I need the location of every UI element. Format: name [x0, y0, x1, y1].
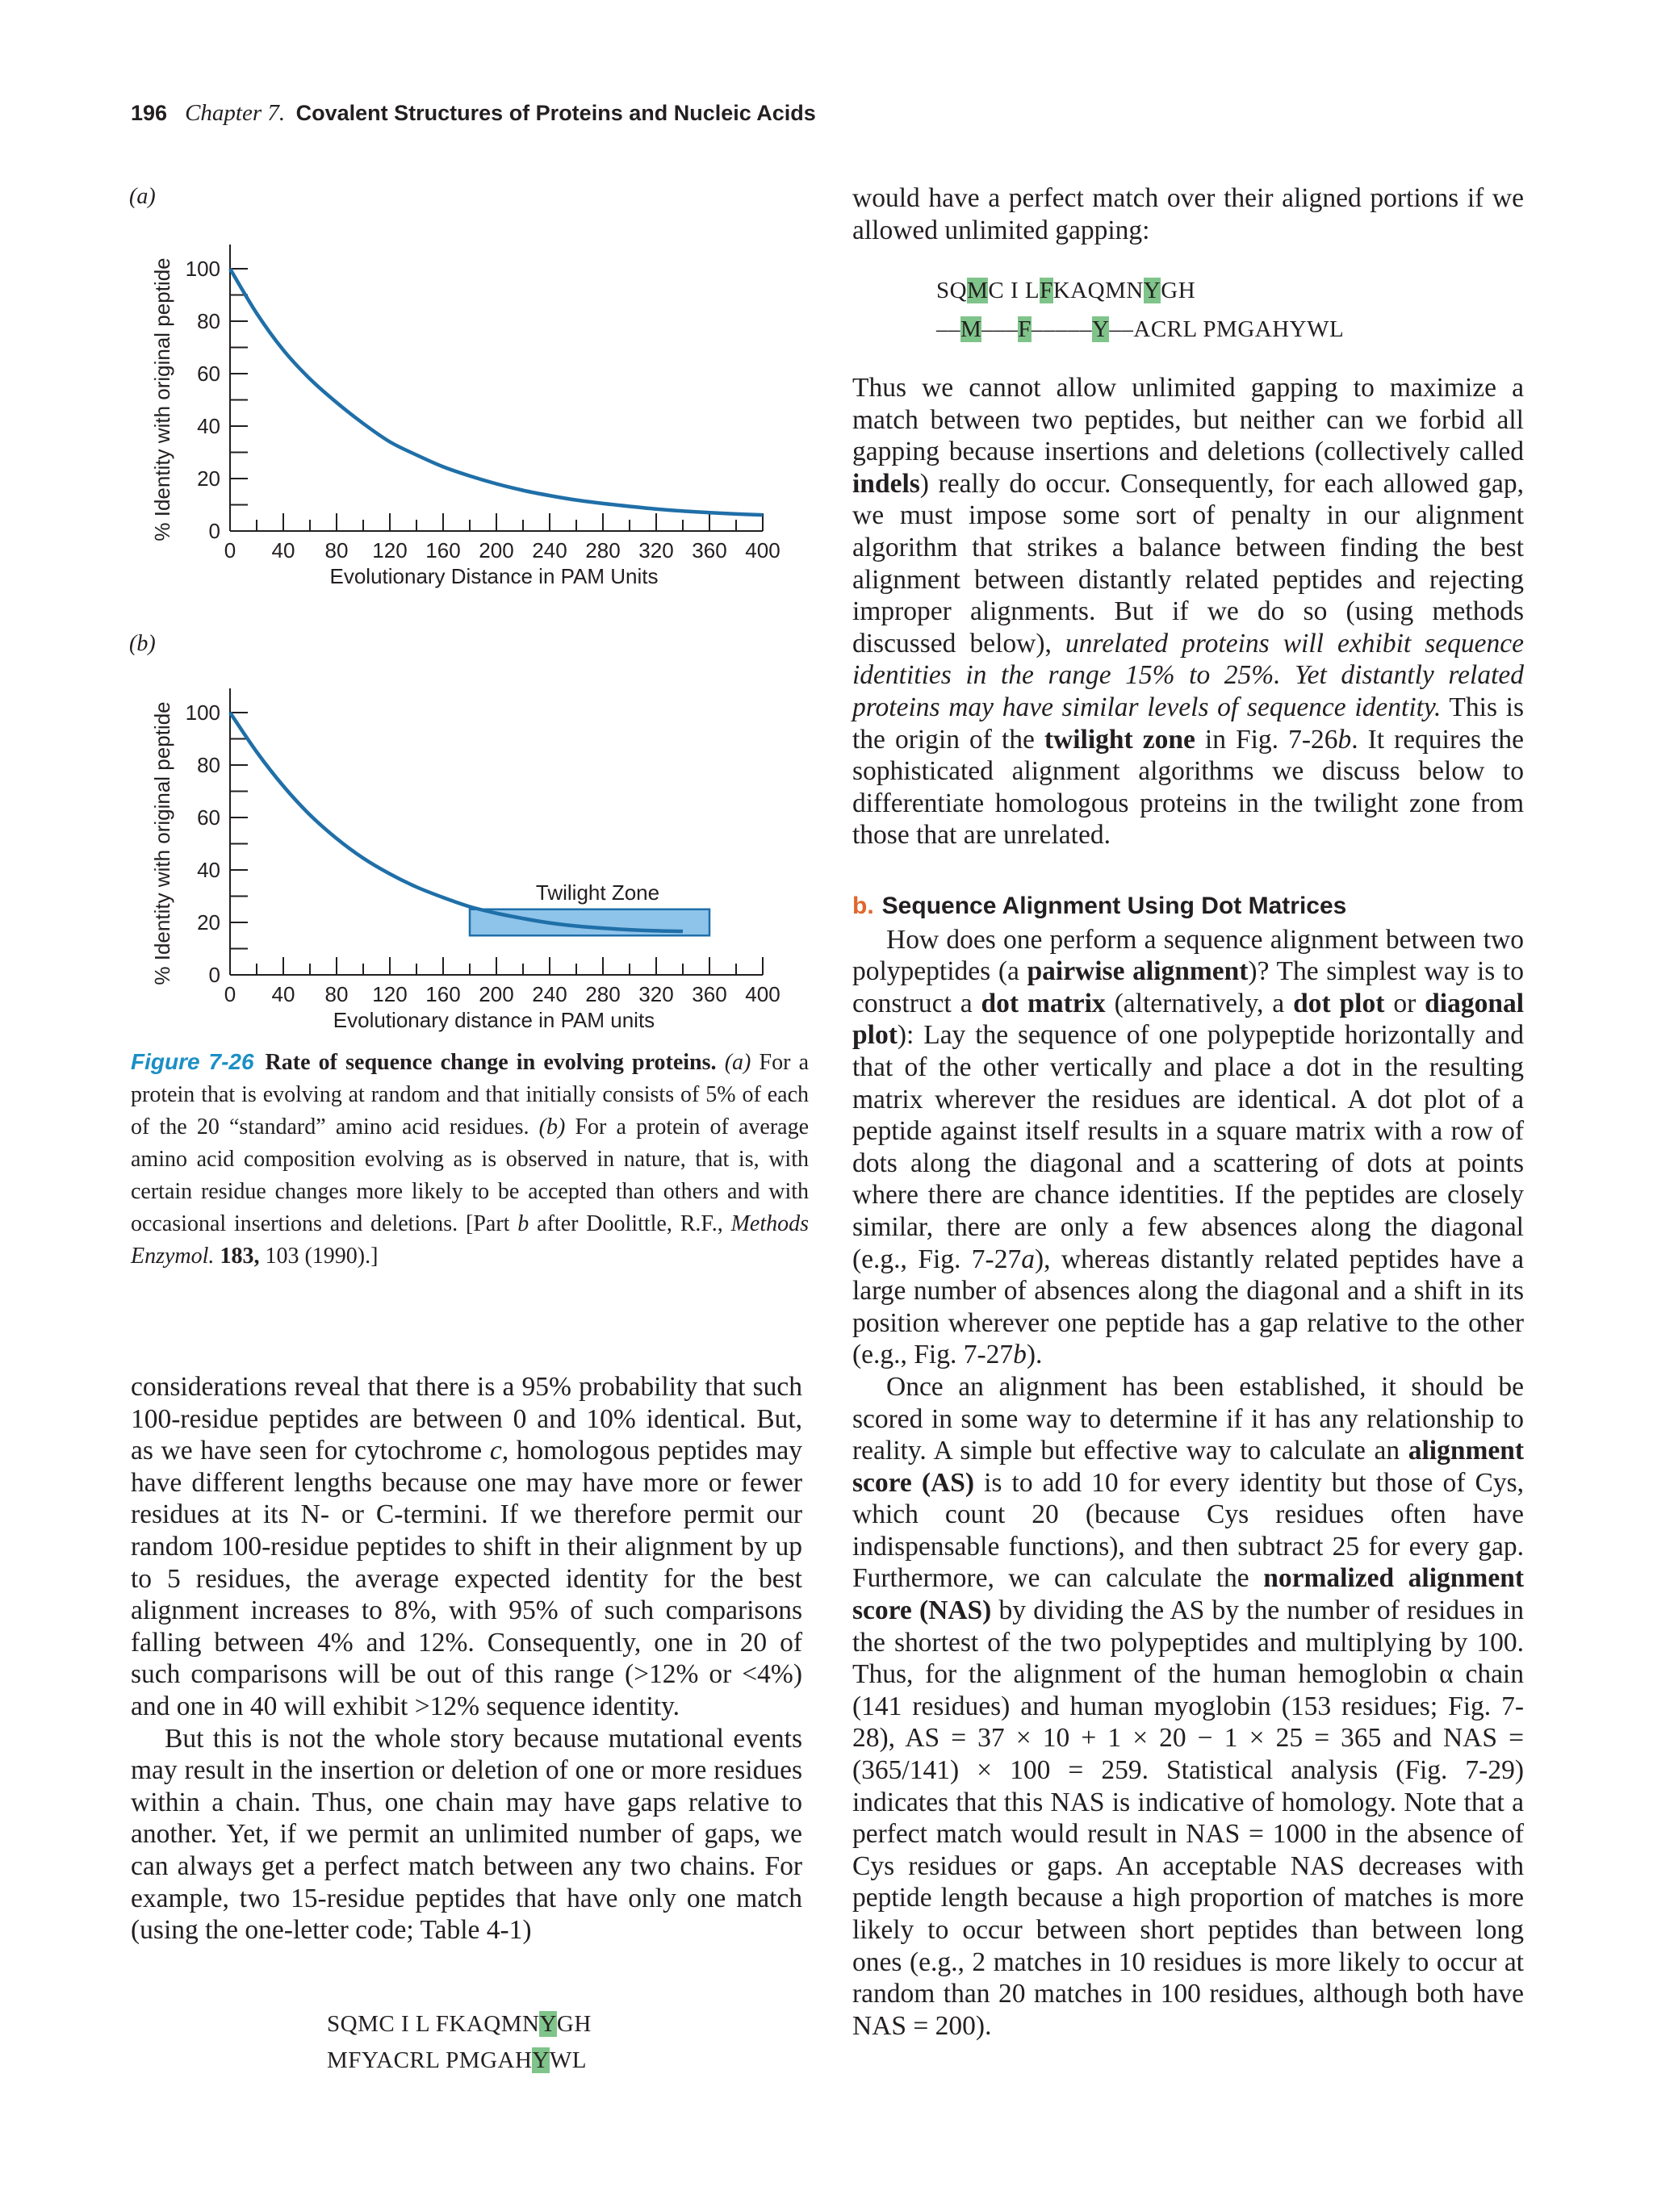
- r-p1-d: in Fig. 7-26: [1204, 724, 1338, 755]
- a2r2-match-f: F: [1018, 316, 1032, 342]
- caption-text-b: For a protein of average amino acid composition evolving as is observed in nature, that is, with certain residue changes more likely to be accepted than others and with occasional insertions and deletions. [Part: [131, 1114, 810, 1236]
- chart-a-x-tick-label: 320: [638, 538, 674, 562]
- chart-a-y-tick-label: 0: [208, 519, 220, 543]
- page-number: 196: [131, 101, 168, 125]
- chart-b-x-tick-label: 280: [585, 982, 621, 1006]
- chart-a: [0, 210, 807, 629]
- right-paragraph-2: [852, 924, 1524, 1371]
- chart-a-x-tick-label: 160: [425, 538, 461, 562]
- chart-a-y-tick-label: 100: [185, 257, 220, 281]
- a2r2-match-m: M: [960, 316, 982, 342]
- figure-caption: [131, 1046, 809, 1273]
- caption-b-italic: b: [517, 1211, 529, 1236]
- r-p2-g: ).: [1026, 1340, 1043, 1370]
- left-p1b-text: homologous peptides may have different lengths because one may have more or fewer residues at its N- or C-termini. If we therefore permit our random 100-residue peptides to shift in their alignment by up to 5 residues, the average expected identity for the best alignment increases to 8%, with 95% of such comparisons falling between 4% and 12%. Consequently, one in 20 of such comparisons will be out of this range (>12% or <4%) and one in 40 will exhibit >12% sequence identity.: [131, 1436, 803, 1721]
- caption-volume: 183,: [220, 1244, 260, 1269]
- chart-a-y-tick-label: 80: [197, 309, 220, 333]
- caption-a-label: (a): [724, 1050, 751, 1075]
- term-pairwise: pairwise alignment: [1027, 956, 1249, 987]
- a2r1-match-m: M: [967, 278, 989, 303]
- alignment-2-row-2: [936, 316, 1344, 343]
- left-paragraph-1: [131, 1371, 802, 1723]
- r-p3-c: by dividing the AS by the number of residues in the shortest of the two polypeptides and multiplying by 100. Thus, for the alignment of the human hemoglobin α chain (141 residues) and human myoglobin (153 residues; Fig. 7-28), AS = 37 × 10 + 1 × 20 − 1 × 25 = 365 and NAS = (365/141) × 100 = 259. Statistical analysis (Fig. 7-29) indicates that this NAS is indicative of homology. Note that a perfect match would result in NAS = 1000 in the absence of Cys residues or gaps. An acceptable NAS decreases with peptide length because a high proportion of matches is more likely to occur between short peptides than between long ones (e.g., 2 matches in 10 residues is more likely to occur at random than 20 matches in 100 residues, although both have NAS = 200).: [852, 1595, 1524, 2041]
- chart-b-x-tick-label: 240: [532, 982, 567, 1006]
- chart-b-y-tick-label: 20: [197, 910, 220, 935]
- section-heading: [852, 890, 1524, 922]
- right-column-intro: would have a perfect match over their aligned portions if we allowed unlimited gapping:: [852, 183, 1524, 245]
- caption-journal: Methods Enzymol.: [131, 1211, 810, 1269]
- chart-b: [0, 654, 807, 1073]
- a1r1-post: GH: [556, 2011, 592, 2037]
- r-p1-d-b: b: [1337, 724, 1352, 755]
- chart-a-y-tick-labels: [186, 257, 220, 543]
- caption-title: Rate of sequence change in evolving proteins.: [265, 1050, 717, 1075]
- chart-b-x-tick-label: 120: [372, 982, 408, 1006]
- chart-a-x-tick-label: 240: [532, 538, 567, 562]
- right-column-section-b: [852, 890, 1524, 2042]
- chart-b-x-tick-label: 360: [692, 982, 727, 1006]
- chart-b-y-tick-label: 80: [197, 753, 220, 777]
- a2r2-e: –––––: [1031, 316, 1092, 342]
- a1r1-pre: SQMC I L FKAQMN: [327, 2011, 540, 2037]
- r-p1-e: . It requires the sophisticated alignment algorithms we discuss below to differentiate homologous proteins in the twilight zone from those that are unrelated.: [852, 724, 1524, 851]
- chart-a-x-tick-label: 40: [271, 538, 295, 562]
- r-p2-ea: a: [1021, 1244, 1035, 1274]
- alignment-2-row-1: [936, 278, 1195, 304]
- chart-a-x-tick-labels: [224, 538, 780, 562]
- term-dot-matrix: dot matrix: [981, 988, 1106, 1018]
- r-p2-c: (alternatively, a: [1114, 988, 1285, 1018]
- chart-b-x-tick-label: 80: [324, 982, 349, 1006]
- a1r1-match: Y: [539, 2011, 557, 2037]
- r-p1-italic: unrelated proteins will exhibit sequence identities in the range 15% to 25%. Yet distantly related proteins may have similar levels of sequence identity.: [852, 628, 1524, 722]
- chart-b-y-tick-label: 100: [185, 700, 220, 725]
- chart-a-x-tick-label: 120: [372, 538, 408, 562]
- figure-number: Figure 7-26: [131, 1049, 254, 1074]
- a2r1-match-f: F: [1040, 278, 1053, 303]
- chart-b-y-tick-label: 60: [197, 805, 220, 830]
- chart-a-x-tick-label: 360: [692, 538, 727, 562]
- chart-b-x-tick-label: 160: [425, 982, 461, 1006]
- chart-b-x-tick-label: 40: [271, 982, 295, 1006]
- left-column: [131, 1371, 802, 1946]
- section-letter: b.: [852, 893, 874, 919]
- chart-a-axes: [230, 245, 763, 531]
- r-p2-e: ): Lay the sequence of one polypeptide horizontally and that of the other vertically and place a dot in the resulting matrix wherever the residues are identical. A dot plot of a peptide against itself results in a square matrix with a row of dots along the diagonal and a scattering of dots at points where there are chance identities. If the peptides are closely similar, there are only a few absences along the diagonal (e.g., Fig. 7-27: [852, 1020, 1524, 1274]
- chart-a-ylabel: % Identity with original peptide: [150, 257, 174, 542]
- a2r1-g: GH: [1161, 278, 1196, 303]
- chart-a-curve: [230, 269, 763, 515]
- a2r2-c: –––: [981, 316, 1019, 342]
- chart-b-y-tick-label: 40: [197, 858, 220, 882]
- term-twilight-zone: twilight zone: [1044, 724, 1195, 755]
- term-nas: normalized alignment score (NAS): [852, 1563, 1524, 1626]
- chart-a-y-tick-label: 20: [197, 466, 220, 491]
- r-p1-c: This is the origin of the: [852, 692, 1524, 755]
- term-indels: indels: [852, 468, 920, 499]
- a1r2-post: WL: [549, 2047, 587, 2073]
- caption-after: after Doolittle, R.F.,: [537, 1211, 723, 1236]
- caption-b-label: (b): [538, 1114, 566, 1139]
- term-diagonal-plot: diagonal plot: [852, 988, 1525, 1051]
- twilight-zone-label: Twilight Zone: [535, 880, 660, 905]
- chart-b-x-tick-label: 320: [638, 982, 674, 1006]
- a2r1-a: SQ: [936, 278, 968, 303]
- r-p2-b: )? The simplest way is to construct a: [852, 956, 1524, 1018]
- chart-b-y-tick-label: 0: [208, 963, 220, 987]
- chart-b-ylabel: % Identity with original peptide: [150, 701, 174, 985]
- r-p3-b: is to add 10 for every identity but those of Cys, which count 20 (because Cys residues often have indispensable functions), and then subtract 25 for every gap. Furthermore, we can calculate the: [852, 1467, 1524, 1594]
- chapter-label: Chapter 7.: [185, 100, 286, 126]
- right-column-paragraph-1: [852, 372, 1524, 851]
- chart-a-xlabel: Evolutionary Distance in PAM Units: [329, 564, 659, 588]
- alignment-1-row-1: [327, 2011, 592, 2038]
- chart-a-y-tick-label: 60: [197, 362, 220, 386]
- r-p2-d: or: [1393, 988, 1417, 1018]
- r-p1-a: Thus we cannot allow unlimited gapping to maximize a match between two peptides, but neither can we forbid all gapping because insertions and deletions (collectively called: [852, 373, 1524, 467]
- a2r2-a: ––: [936, 316, 960, 342]
- a1r2-pre: MFYACRL PMGAH: [327, 2047, 533, 2073]
- panel-a-label: (a): [129, 184, 156, 209]
- left-p1-italic: c,: [489, 1436, 509, 1466]
- alignment-1-row-2: [327, 2047, 587, 2074]
- a2r1-e: KAQMN: [1052, 278, 1144, 303]
- chapter-title: Covalent Structures of Proteins and Nucleic Acids: [295, 101, 816, 125]
- r-p2-a: How does one perform a sequence alignment between two polypeptides (a: [852, 924, 1524, 987]
- chart-b-x-tick-label: 200: [479, 982, 514, 1006]
- chart-b-y-tick-labels: [186, 700, 220, 987]
- chart-a-x-tick-label: 400: [745, 538, 780, 562]
- right-paragraph-3: [852, 1371, 1524, 2042]
- chart-b-xlabel: Evolutionary distance in PAM units: [333, 1008, 655, 1032]
- caption-text-a: For a protein that is evolving at random and that initially consists of 5% of each of the 20 “standard” amino acid residues.: [131, 1050, 810, 1139]
- chart-a-x-tick-label: 280: [585, 538, 621, 562]
- chart-b-x-tick-label: 400: [745, 982, 780, 1006]
- caption-pages: 103 (1990).]: [265, 1244, 379, 1269]
- a2r2-match-y: Y: [1091, 316, 1110, 342]
- r-p3-a: Once an alignment has been established, it should be scored in some way to determine if it has any relationship to reality. A simple but effective way to calculate an: [852, 1371, 1524, 1466]
- chart-b-x-tick-labels: [224, 982, 780, 1006]
- chart-a-x-tick-label: 200: [479, 538, 514, 562]
- term-alignment-score: alignment score (AS): [852, 1436, 1525, 1498]
- term-dot-plot: dot plot: [1293, 988, 1385, 1018]
- chart-a-y-tick-label: 40: [197, 414, 220, 438]
- r-p2-f: ), whereas distantly related peptides have a large number of absences along the diagonal and a shift in its position wherever one peptide has a gap relative to the other (e.g., Fig. 7-27: [852, 1244, 1525, 1370]
- a1r2-match: Y: [532, 2047, 550, 2073]
- a2r2-g: ––ACRL PMGAHYWL: [1109, 316, 1345, 342]
- chart-a-x-tick-label: 0: [224, 538, 236, 562]
- panel-b-label: (b): [129, 631, 156, 656]
- running-head: [131, 100, 816, 127]
- r-p2-fb: b: [1013, 1340, 1027, 1370]
- r-p1-b: ) really do occur. Consequently, for each allowed gap, we must impose some sort of penalty in our alignment algorithm that strikes a balance between finding the best alignment between distantly related peptides and rejecting improper alignments. But if we do so (using methods discussed below),: [852, 468, 1524, 659]
- chart-b-x-tick-label: 0: [224, 982, 236, 1006]
- chart-a-x-tick-label: 80: [324, 538, 349, 562]
- left-p1-text: considerations reveal that there is a 95% probability that such 100-residue peptides are between 0 and 10% identical. But, as we have seen for cytochrome: [131, 1372, 802, 1466]
- section-title: Sequence Alignment Using Dot Matrices: [881, 893, 1347, 919]
- left-paragraph-2: But this is not the whole story because mutational events may result in the insertion or deletion of one or more residues within a chain. Thus, one chain may have gaps relative to another. Yet, if we permit an unlimited number of gaps, we can always get a perfect match between any two chains. For example, two 15-residue peptides that have only one match (using the one-letter code; Table 4-1): [131, 1723, 802, 1946]
- a2r1-c: C I L: [988, 278, 1040, 303]
- a2r1-match-y: Y: [1143, 278, 1161, 303]
